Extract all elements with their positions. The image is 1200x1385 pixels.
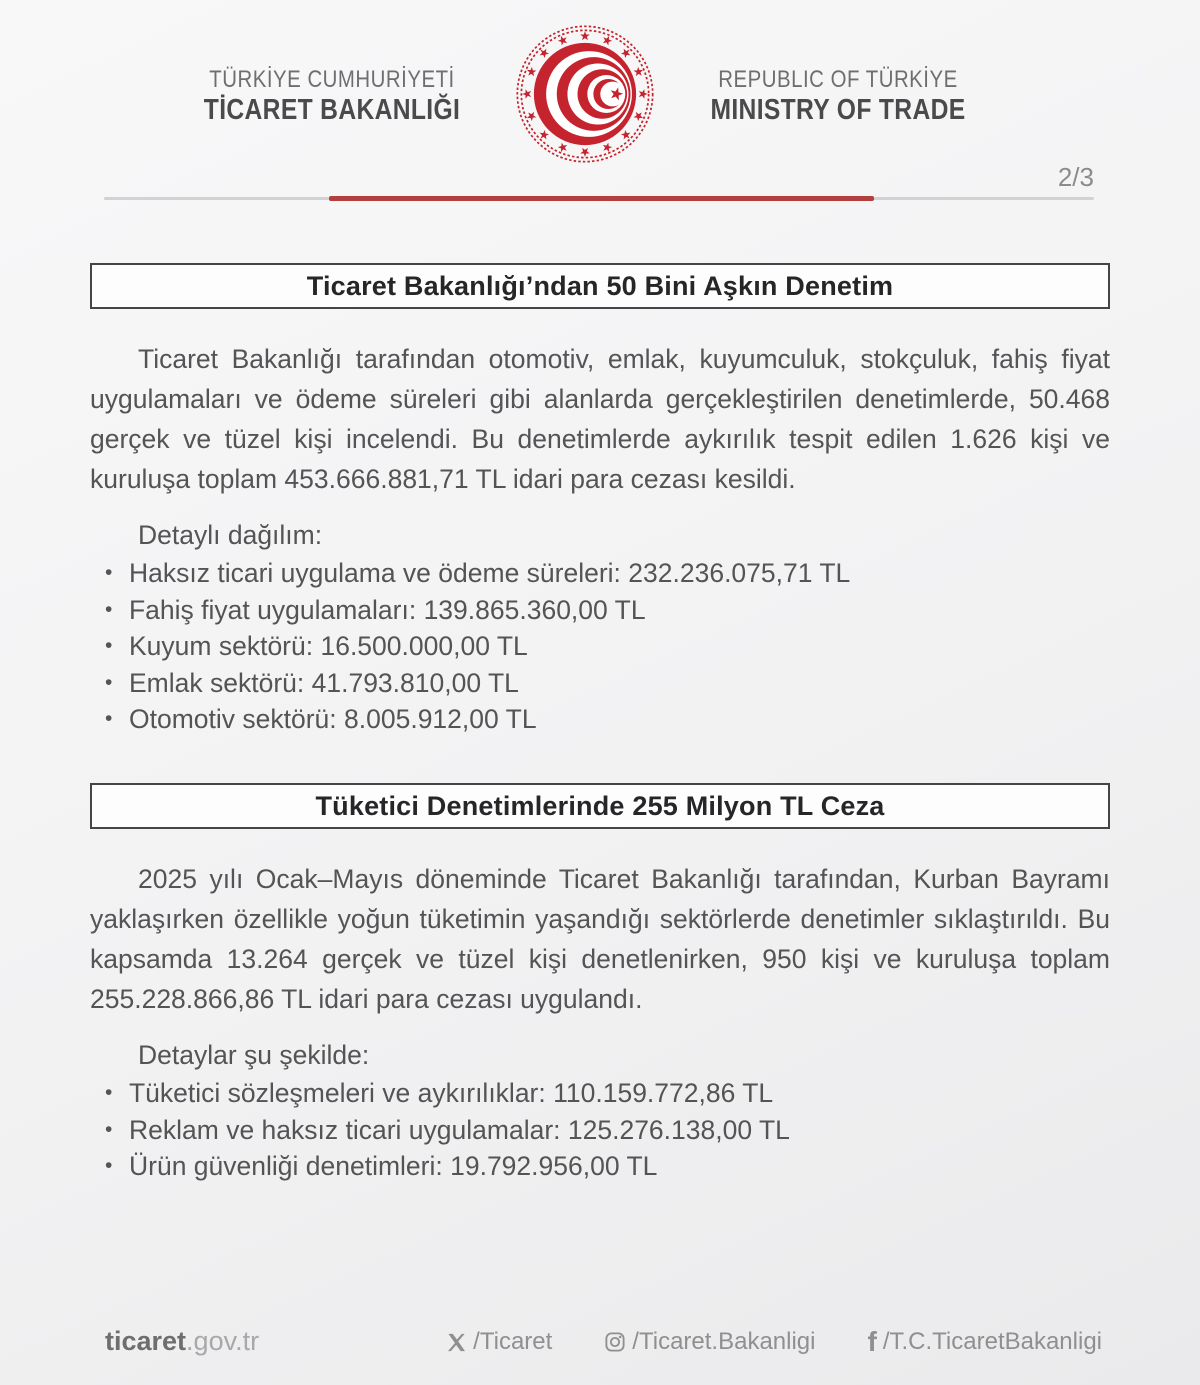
list-item-text: Ürün güvenliği denetimleri: 19.792.956,00 TL (129, 1151, 658, 1181)
list-item-text: Emlak sektörü: 41.793.810,00 TL (129, 667, 519, 698)
website-bold-part: ticaret (105, 1326, 187, 1356)
facebook-social-link[interactable] (867, 1328, 1102, 1356)
section-paragraph: Ticaret Bakanlığı tarafından otomotiv, emlak, kuyumculuk, stokçuluk, fahiş fiyat uygulamaları ve ödeme süreleri gibi alanlarda gerçekleştirilen denetimlerde, 50.468 gerçek ve tüzel kişi incelendi. Bu denetimlerde aykırılık tespit edilen 1.626 kişi ve kuruluşa toplam 453.666.881,71 TL idari para cezası kesildi. (90, 344, 1110, 494)
ministry-of-trade-emblem-icon (513, 22, 657, 166)
list-item-text: Fahiş fiyat uygulamaları: 139.865.360,00 TL (129, 594, 646, 625)
list-item-text: Haksız ticari uygulama ve ödeme süreleri: 232.236.075,71 TL (129, 558, 851, 588)
bullet-icon: • (105, 1154, 113, 1177)
bullet-icon: • (105, 561, 113, 584)
x-social-link[interactable] (446, 1328, 552, 1356)
section-title-box (90, 783, 1110, 829)
header-divider (104, 197, 1094, 200)
x-handle: /Ticaret (473, 1328, 553, 1355)
list-item (90, 1112, 1110, 1149)
bullet-icon: • (105, 707, 113, 730)
list-item (90, 701, 1110, 738)
bullet-icon: • (105, 670, 113, 694)
list-item (90, 592, 1110, 629)
ministry-name-turkish (194, 66, 469, 127)
x-icon (446, 1332, 467, 1353)
facebook-handle: /T.C.TicaretBakanligi (882, 1328, 1102, 1355)
list-item-text: Otomotiv sektörü: 8.005.912,00 TL (129, 704, 537, 734)
section-title-box (90, 263, 1110, 309)
instagram-handle: /Ticaret.Bakanligi (632, 1328, 816, 1355)
penalty-breakdown-list (90, 555, 1110, 738)
bullet-icon: • (105, 1117, 113, 1141)
list-item (90, 1075, 1110, 1112)
list-intro: Detaylar şu şekilde: (138, 1040, 370, 1070)
facebook-icon: f (867, 1326, 877, 1357)
ministry-line-en: MINISTRY OF TRADE (710, 94, 966, 126)
header-divider-accent (329, 196, 874, 201)
list-item-text: Kuyum sektörü: 16.500.000,00 TL (129, 631, 528, 661)
bullet-icon: • (105, 634, 113, 657)
social-links (400, 1328, 1102, 1356)
ministry-line-tr: TİCARET BAKANLIĞI (203, 94, 461, 126)
section-title: Tüketici Denetimlerinde 255 Milyon TL Ceza (315, 791, 885, 821)
list-item (90, 1148, 1110, 1185)
penalty-breakdown-list (90, 1075, 1110, 1185)
website-link[interactable] (105, 1326, 259, 1357)
republic-line-en: REPUBLIC OF TÜRKİYE (718, 66, 958, 93)
list-item (90, 555, 1110, 592)
instagram-icon (604, 1331, 626, 1353)
list-intro: Detaylı dağılım: (138, 520, 323, 550)
bullet-icon: • (105, 1081, 113, 1104)
republic-line-tr: TÜRKİYE CUMHURİYETİ (209, 66, 455, 93)
list-item (90, 628, 1110, 665)
bullet-icon: • (105, 597, 113, 621)
list-item (90, 665, 1110, 702)
website-domain-part: .gov.tr (186, 1326, 260, 1356)
list-item-text: Tüketici sözleşmeleri ve aykırılıklar: 110.159.772,86 TL (129, 1078, 774, 1108)
list-item-text: Reklam ve haksız ticari uygulamalar: 125.276.138,00 TL (129, 1114, 790, 1145)
page-indicator: 2/3 (1057, 162, 1094, 192)
section-paragraph: 2025 yılı Ocak–Mayıs döneminde Ticaret Bakanlığı tarafından, Kurban Bayramı yaklaşırken özellikle yoğun tüketimin yaşandığı sektörlerde denetimler sıklaştırıldı. Bu kapsamda 13.264 gerçek ve tüzel kişi denetlenirken, 950 kişi ve kuruluşa toplam 255.228.866,86 TL idari para cezası uygulandı. (90, 864, 1110, 1014)
instagram-social-link[interactable] (604, 1328, 815, 1356)
ministry-name-english (700, 66, 975, 127)
section-inspections (90, 263, 1110, 738)
section-title: Ticaret Bakanlığı’ndan 50 Bini Aşkın Denetim (306, 271, 894, 301)
section-consumer-penalties (90, 783, 1110, 1185)
